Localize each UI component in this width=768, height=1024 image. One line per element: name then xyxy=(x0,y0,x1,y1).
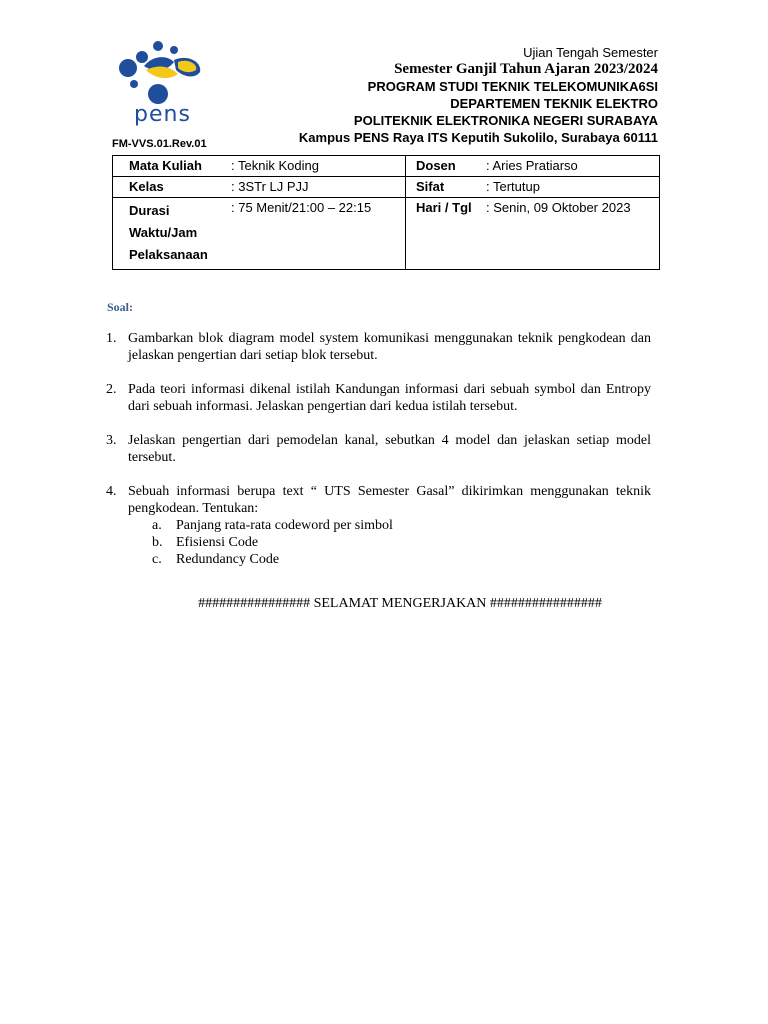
address-line: Kampus PENS Raya ITS Keputih Sukolilo, Surabaya 60111 xyxy=(298,130,658,145)
question-3: 3. Jelaskan pengertian dari pemodelan kanal, sebutkan 4 model dan jelaskan setiap model tersebut. xyxy=(106,433,651,465)
pens-logo xyxy=(112,40,208,132)
exam-title: Ujian Tengah Semester xyxy=(523,45,658,60)
form-code: FM-VVS.01.Rev.01 xyxy=(112,138,207,150)
logo-text: pens xyxy=(134,102,191,127)
closing-message: ################ SELAMAT MENGERJAKAN ################ xyxy=(198,596,602,611)
duration-value: : 75 Menit/21:00 – 22:15 xyxy=(231,200,372,215)
lecturer-label: Dosen xyxy=(416,158,456,173)
question-4: 4. Sebuah informasi berupa text “ UTS Semester Gasal” dikirimkan menggunakan teknik pengkodean. Tentukan: a. Panjang rata-rata codeword per simbol b. Efisiensi Code c. Redundancy Code xyxy=(106,484,651,567)
class-label: Kelas xyxy=(129,179,164,194)
exam-info-table xyxy=(112,155,660,270)
list-item: b. Efisiensi Code xyxy=(152,535,259,550)
nature-value: : Tertutup xyxy=(486,179,540,194)
table-row xyxy=(113,198,660,270)
list-item: a. Panjang rata-rata codeword per simbol xyxy=(152,518,393,533)
program-line: PROGRAM STUDI TEKNIK TELEKOMUNIKA6SI xyxy=(367,79,658,94)
date-value: : Senin, 09 Oktober 2023 xyxy=(486,200,631,215)
table-row xyxy=(113,177,660,198)
course-value: : Teknik Koding xyxy=(231,158,319,173)
class-value: : 3STr LJ PJJ xyxy=(231,179,309,194)
list-item: c. Redundancy Code xyxy=(152,552,280,567)
questions-heading: Soal: xyxy=(107,300,134,314)
nature-label: Sifat xyxy=(416,179,445,194)
lecturer-value: : Aries Pratiarso xyxy=(486,158,578,173)
date-label: Hari / Tgl xyxy=(416,200,472,215)
duration-label: Durasi Waktu/Jam Pelaksanaan xyxy=(129,203,208,262)
exam-header xyxy=(299,44,658,146)
semester-line: Semester Ganjil Tahun Ajaran 2023/2024 xyxy=(394,61,658,77)
question-2: 2. Pada teori informasi dikenal istilah Kandungan informasi dari sebuah symbol dan Entropy dari sebuah informasi. Jelaskan pengertian dari kedua istilah tersebut. xyxy=(106,382,651,414)
sub-question-list xyxy=(128,517,651,568)
question-list xyxy=(106,330,651,585)
department-line: DEPARTEMEN TEKNIK ELEKTRO xyxy=(450,96,658,111)
course-label: Mata Kuliah xyxy=(129,158,202,173)
table-row xyxy=(113,156,660,177)
question-1: 1. Gambarkan blok diagram model system komunikasi menggunakan teknik pengkodean dan jelaskan pengertian dari setiap blok tersebut. xyxy=(106,331,651,363)
institution-line: POLITEKNIK ELEKTRONIKA NEGERI SURABAYA xyxy=(353,113,658,128)
